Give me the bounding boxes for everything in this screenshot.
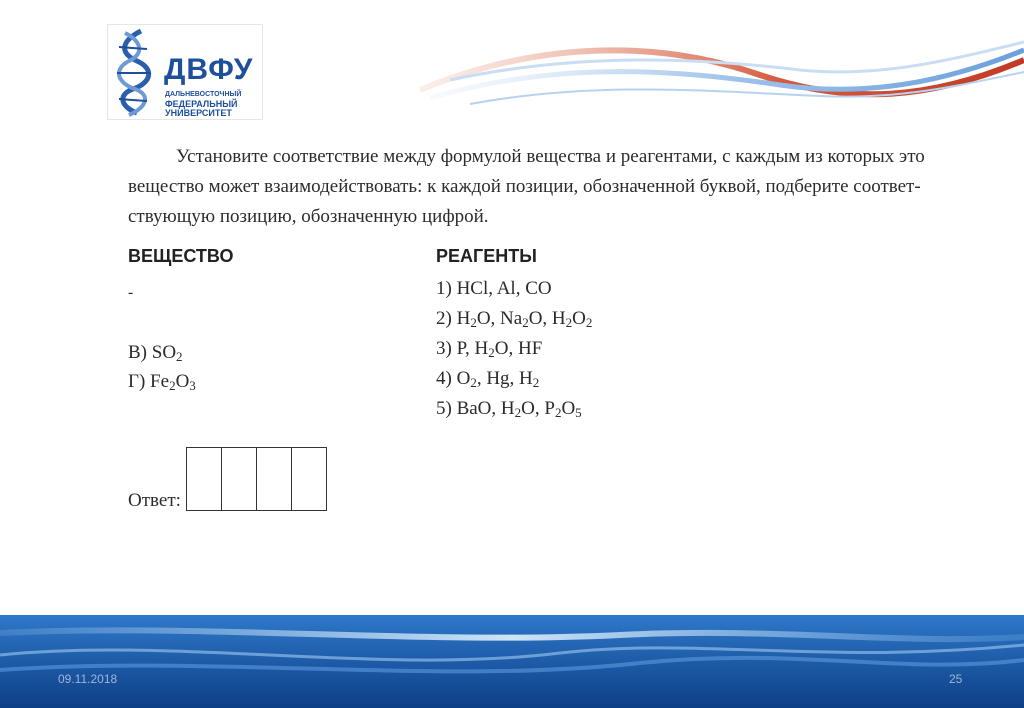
answer-cell[interactable] bbox=[257, 448, 292, 510]
answer-label: Ответ: bbox=[128, 490, 181, 511]
reagent-item-3: 3) P, $H_2O$, HF bbox=[436, 338, 543, 360]
answer-cell[interactable] bbox=[292, 448, 326, 510]
reagent-list bbox=[436, 274, 592, 424]
answer-cell[interactable] bbox=[187, 448, 222, 510]
reagent-item-5: 5) BaO, $H_2O$, $P_2O_5$ bbox=[436, 398, 582, 420]
substance-list bbox=[128, 338, 196, 396]
logo-title: ДВФУ bbox=[164, 53, 254, 86]
footer-page-number: 25 bbox=[949, 672, 963, 686]
logo-line-1: ДАЛЬНЕВОСТОЧНЫЙ bbox=[165, 91, 242, 98]
dna-emblem-icon bbox=[111, 27, 161, 117]
substance-dash-mark: - bbox=[128, 284, 134, 301]
substance-column-header: ВЕЩЕСТВО bbox=[128, 246, 234, 266]
task-instruction bbox=[128, 142, 925, 232]
reagent-item-1: 1) HCl, Al, CO bbox=[436, 278, 552, 299]
instruction-line-3: ствующую позицию, обозначенную цифрой. bbox=[128, 206, 489, 227]
substance-item-g: Г) $Fe_2O_3$ bbox=[128, 371, 196, 393]
instruction-line-2: вещество может взаимодействовать: к каждой позиции, обозначенной буквой, подберите соответ- bbox=[128, 176, 921, 197]
reagents-column-header: РЕАГЕНТЫ bbox=[436, 246, 537, 266]
logo-subtitle bbox=[165, 90, 261, 119]
reagent-item-2: 2) $H_2O$, $Na_2O$, $H_2O_2$ bbox=[436, 308, 593, 330]
answer-cell[interactable] bbox=[222, 448, 257, 510]
footer-waves-decoration bbox=[0, 615, 1024, 708]
substance-item-v: В) $SO_2$ bbox=[128, 342, 183, 364]
logo-line-3: УНИВЕРСИТЕТ bbox=[165, 108, 232, 118]
answer-grid bbox=[186, 447, 327, 511]
task-content bbox=[120, 138, 925, 428]
university-logo bbox=[107, 24, 263, 120]
logo-line-2: ФЕДЕРАЛЬНЫЙ bbox=[165, 98, 238, 109]
reagent-item-4: 4) $O_2$, Hg, $H_2$ bbox=[436, 368, 540, 390]
instruction-line-1: Установите соответствие между формулой вещества и реагентами, с каждым из которых это bbox=[176, 146, 925, 167]
footer-date: 09.11.2018 bbox=[58, 672, 118, 686]
